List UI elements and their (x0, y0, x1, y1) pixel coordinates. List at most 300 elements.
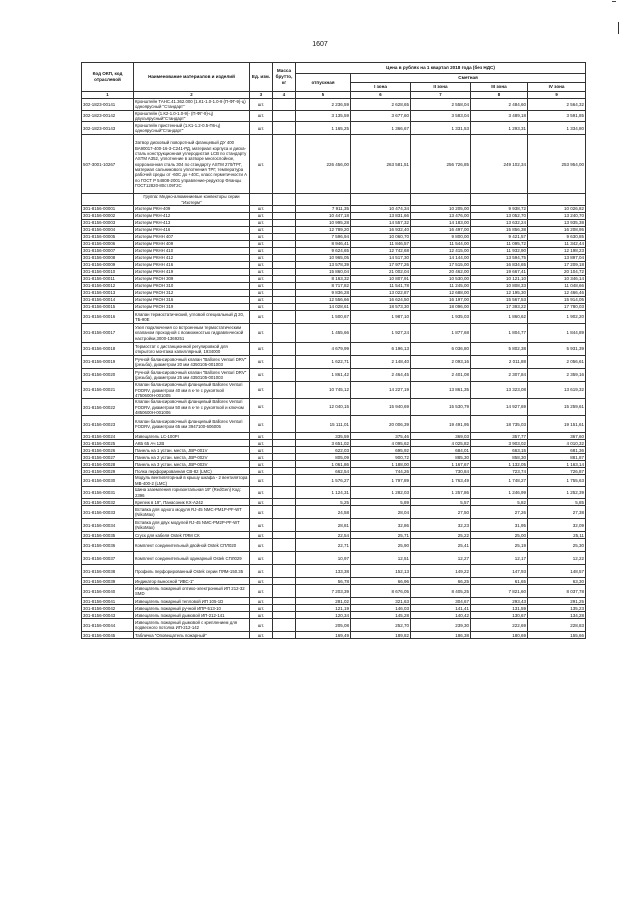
name-cell: АКБ 65 Ач 12В (134, 440, 250, 447)
zone-1-price-cell: 321,63 (351, 598, 411, 605)
code-cell: 301-8156-00032 (82, 499, 134, 506)
unit-cell: шт. (250, 213, 273, 220)
zone-1-price-cell: 12 742,68 (351, 248, 411, 255)
zone-1-price-cell: 14 517,30 (351, 255, 411, 262)
mass-cell (273, 532, 296, 539)
table-row (82, 324, 586, 343)
unit-cell: шт. (250, 565, 273, 578)
column-number: 3 (250, 92, 273, 99)
name-cell: Изотерм РКНН 407 (134, 234, 250, 241)
zone-4-price-cell: 13 935,38 (528, 220, 586, 227)
zone-1-price-cell: 15 940,69 (351, 399, 411, 416)
name-cell: Клапан балансировочный фланцевый Ballorex Venturi FODRV, диаметром 40 мм в к-те с рукояткой 4750600Н-001005 (134, 382, 250, 399)
zone-1-price-cell: 21 002,04 (351, 269, 411, 276)
zone-4-price-cell: 228,83 (528, 619, 586, 632)
code-cell: 301-8156-00039 (82, 578, 134, 585)
unit-cell: шт. (250, 499, 273, 506)
table-row (82, 578, 586, 585)
zone-3-price-cell: 180,69 (471, 632, 528, 639)
unit-cell: шт. (250, 290, 273, 297)
zone-3-price-cell: 130,67 (471, 612, 528, 619)
release-price-cell: 24,58 (296, 506, 351, 519)
mass-cell (273, 552, 296, 565)
zone-1-price-cell: 5,89 (351, 499, 411, 506)
zone-2-price-cell: 15 530,79 (411, 399, 471, 416)
zone-4-price-cell: 20 104,72 (528, 269, 586, 276)
mass-cell (273, 135, 296, 194)
zone-1-price-cell: 16 624,50 (351, 297, 411, 304)
zone-2-price-cell: 13 861,35 (411, 382, 471, 399)
zone-1-price-cell: 145,28 (351, 612, 411, 619)
name-cell: Кронштейн ТАНС.41.362.000 (1.К1-1.0-1.0-9 (П-ФГ-9)-ц) одноярусный "Стандарт" (134, 99, 250, 111)
zone-3-price-cell: 13 632,24 (471, 220, 528, 227)
zone-3-price-cell: 1 748,27 (471, 475, 528, 487)
table-row (82, 416, 586, 433)
release-price-cell: 28,81 (296, 519, 351, 532)
zone-4-price-cell: 12 466,46 (528, 290, 586, 297)
release-price-cell: 10 745,12 (296, 382, 351, 399)
table-row (82, 461, 586, 468)
zone-1-price-cell: 1 366,67 (351, 122, 411, 135)
table-row (82, 304, 586, 311)
table-row (82, 612, 586, 619)
name-cell: Извещатель пожарный оптико-электронный ИП 212-32 SMD (134, 585, 250, 598)
zone-1-price-cell: 10 474,34 (351, 206, 411, 213)
release-price-cell: 56,78 (296, 578, 351, 585)
zone-3-price-cell: 18 735,03 (471, 416, 528, 433)
release-price-cell: 8 946,41 (296, 241, 351, 248)
table-body (82, 99, 586, 639)
zone-2-price-cell: 20 462,00 (411, 269, 471, 276)
zone-3-price-cell: 3 489,18 (471, 110, 528, 122)
zone-4-price-cell: 134,28 (528, 612, 586, 619)
table-row (82, 552, 586, 565)
table-row (82, 605, 586, 612)
zone-1-price-cell: 13 022,87 (351, 290, 411, 297)
zone-3-price-cell: 1 246,99 (471, 487, 528, 499)
table-row (82, 598, 586, 605)
mass-cell (273, 311, 296, 324)
release-price-cell: 205,08 (296, 619, 351, 632)
name-cell: Изотерм РКОН 312 (134, 290, 250, 297)
column-number: 7 (411, 92, 471, 99)
zone-1-price-cell: 28,04 (351, 506, 411, 519)
zone-3-price-cell: 663,15 (471, 447, 528, 454)
name-cell: Табличка "Оповещатель пожарный" (134, 632, 250, 639)
table-row (82, 433, 586, 440)
zone-4-price-cell: 2 056,61 (528, 356, 586, 369)
header-unit: Ед. изм. (250, 63, 273, 92)
zone-2-price-cell: 66,25 (411, 578, 471, 585)
zone-4-price-cell: 1 844,89 (528, 324, 586, 343)
unit-cell: шт. (250, 369, 273, 382)
zone-3-price-cell: 10 121,10 (471, 276, 528, 283)
unit-cell: шт. (250, 598, 273, 605)
code-cell: 301-8156-00005 (82, 234, 134, 241)
code-cell: 301-8156-00003 (82, 220, 134, 227)
mass-cell (273, 283, 296, 290)
zone-4-price-cell: 17 209,18 (528, 262, 586, 269)
zone-1-price-cell: 744,26 (351, 468, 411, 475)
header-zone-2: II зона (411, 83, 471, 92)
mass-cell (273, 416, 296, 433)
table-row (82, 206, 586, 213)
zone-1-price-cell: 2 148,40 (351, 356, 411, 369)
name-cell: Клапан термостатический, угловой специальный Д 20, ТБ-90Е (134, 311, 250, 324)
zone-1-price-cell: 6 196,13 (351, 343, 411, 356)
mass-cell (273, 234, 296, 241)
code-cell: 301-8156-00016 (82, 311, 134, 324)
zone-2-price-cell: 885,30 (411, 454, 471, 461)
price-table (81, 62, 586, 639)
code-cell: 301-8156-00042 (82, 605, 134, 612)
table-row (82, 269, 586, 276)
zone-2-price-cell: 239,30 (411, 619, 471, 632)
table-row (82, 99, 586, 111)
table-row (82, 532, 586, 539)
table-row (82, 440, 586, 447)
name-cell: Кронштейн пристенный (1.К1-1.2-0.5-П6-ц) одноярусный"Стандарт" (134, 122, 250, 135)
release-price-cell: 1 124,31 (296, 487, 351, 499)
mass-cell (273, 468, 296, 475)
code-cell: 301-8156-00011 (82, 276, 134, 283)
zone-4-price-cell: 15 259,61 (528, 399, 586, 416)
name-cell: Узел подключения со встроенным термостатическим клапаном проходной с возможностью гидравлической настройки,3000-1369251 (134, 324, 250, 343)
header-mass: Масса брутто, кг (273, 63, 296, 92)
zone-2-price-cell: 684,01 (411, 447, 471, 454)
mass-cell (273, 519, 296, 532)
release-price-cell: 13 578,39 (296, 262, 351, 269)
mass-cell (273, 227, 296, 234)
mass-cell (273, 356, 296, 369)
release-price-cell: 12 789,20 (296, 227, 351, 234)
release-price-cell: 281,02 (296, 598, 351, 605)
release-price-cell: 1 622,71 (296, 356, 351, 369)
table-row (82, 468, 586, 475)
release-price-cell: 7 911,35 (296, 206, 351, 213)
unit-cell: шт. (250, 447, 273, 454)
code-cell: 301-8156-00014 (82, 297, 134, 304)
release-price-cell: 5,25 (296, 499, 351, 506)
name-cell: Изотерм РКН-409 (134, 206, 250, 213)
code-cell: 301-8156-00029 (82, 468, 134, 475)
table-row (82, 382, 586, 399)
zone-3-price-cell: 16 834,65 (471, 262, 528, 269)
name-cell: Извещатель пожарный тепловой ИП 105-1D (134, 598, 250, 605)
table-row (82, 283, 586, 290)
unit-cell: шт. (250, 227, 273, 234)
mass-cell (273, 399, 296, 416)
zone-2-price-cell: 13 476,00 (411, 213, 471, 220)
table-row (82, 499, 586, 506)
zone-3-price-cell: 1 860,62 (471, 311, 528, 324)
mass-cell (273, 578, 296, 585)
table-row (82, 585, 586, 598)
release-price-cell: 9 624,65 (296, 248, 351, 255)
code-cell: 301-8156-00018 (82, 343, 134, 356)
zone-3-price-cell: 15 856,38 (471, 227, 528, 234)
code-cell: 301-8156-00044 (82, 619, 134, 632)
unit-cell: шт. (250, 255, 273, 262)
unit-cell: шт. (250, 416, 273, 433)
zone-4-price-cell: 4 010,32 (528, 440, 586, 447)
release-price-cell: 10 447,18 (296, 213, 351, 220)
mass-cell (273, 122, 296, 135)
mass-cell (273, 110, 296, 122)
release-price-cell: 22,71 (296, 539, 351, 552)
code-cell: 302-1823-00141 (82, 99, 134, 111)
zone-2-price-cell: 2 401,08 (411, 369, 471, 382)
table-header (82, 63, 586, 99)
zone-2-price-cell: 14 183,00 (411, 220, 471, 227)
zone-4-price-cell: 3 591,85 (528, 110, 586, 122)
name-cell: Ручной балансировочный клапан "Ballorex Venturi DRV" (резьба), диаметром 25 мм 4350105-001003 (134, 369, 250, 382)
zone-1-price-cell: 146,03 (351, 605, 411, 612)
code-cell: 301-8156-00010 (82, 269, 134, 276)
name-cell: Панель на 1 устан. места, JBP-001V (134, 447, 250, 454)
name-cell: Кронштейн (1.К2-1.0-1.0-9(- (П-ФГ-9)-ц) двухъярусный"Стандарт" (134, 110, 250, 122)
name-cell: Термостат с дистанционной регулировкой для открытого монтажа капиллярный, 1934000 (134, 343, 250, 356)
zone-1-price-cell: 13 831,66 (351, 213, 411, 220)
mass-cell (273, 324, 296, 343)
zone-4-price-cell: 2 564,32 (528, 99, 586, 111)
zone-1-price-cell: 10 807,91 (351, 276, 411, 283)
zone-2-price-cell: 6 036,80 (411, 343, 471, 356)
release-price-cell: 1 500,67 (296, 311, 351, 324)
mass-cell (273, 539, 296, 552)
group-row (82, 194, 586, 206)
zone-1-price-cell: 1 188,00 (351, 461, 411, 468)
code-cell: 301-8156-00026 (82, 447, 134, 454)
code-cell: 301-8156-00012 (82, 283, 134, 290)
zone-2-price-cell: 2 093,16 (411, 356, 471, 369)
zone-1-price-cell: 25,71 (351, 532, 411, 539)
mass-cell (273, 255, 296, 262)
table-row (82, 356, 586, 369)
scan-mark (612, 1, 616, 2)
name-cell: Изотерм РКОН 310 (134, 283, 250, 290)
table-row (82, 619, 586, 632)
mass-cell (273, 220, 296, 227)
code-cell: 301-8156-00038 (82, 565, 134, 578)
zone-4-price-cell: 1 334,80 (528, 122, 586, 135)
zone-1-price-cell: 3 677,60 (351, 110, 411, 122)
table-row (82, 248, 586, 255)
name-cell: Ручной балансировочный клапан "Ballorex Venturi DRV" (резьба), диаметром 20 мм 4350105-001003 (134, 356, 250, 369)
name-cell: Крепеж в 19", Панасоник KX-A242 (134, 499, 250, 506)
release-price-cell: 22,54 (296, 532, 351, 539)
zone-2-price-cell: 2 558,04 (411, 99, 471, 111)
name-cell: Извещатель пожарный дымовой с креплением для подвесного потолка ИП-212-142 (134, 619, 250, 632)
zone-4-price-cell: 5 931,39 (528, 343, 586, 356)
release-price-cell: 1 165,25 (296, 122, 351, 135)
name-cell: Комплект соединительный одинарный Ostek СПЛ029 (134, 552, 250, 565)
zone-2-price-cell: 25,22 (411, 532, 471, 539)
code-cell: 301-8156-00035 (82, 532, 134, 539)
name-cell: Панель на 3 устан. места, JBP-003V (134, 461, 250, 468)
column-numbers-row (82, 92, 586, 99)
unit-cell: шт. (250, 122, 273, 135)
unit-cell: шт. (250, 454, 273, 461)
mass-cell (273, 487, 296, 499)
zone-4-price-cell: 367,60 (528, 433, 586, 440)
zone-1-price-cell: 2 464,45 (351, 369, 411, 382)
header-estimate: Сметная (351, 74, 586, 83)
zone-1-price-cell: 8 676,05 (351, 585, 411, 598)
table-row (82, 519, 586, 532)
name-cell: Сгуск для кабеля Ostek ПЯМ СК (134, 532, 250, 539)
release-price-cell: 10 965,05 (296, 255, 351, 262)
name-cell: Изотерм РКОН 319 (134, 304, 250, 311)
table-row (82, 447, 586, 454)
code-cell: 301-8156-00030 (82, 475, 134, 487)
mass-cell (273, 499, 296, 506)
zone-3-price-cell: 27,26 (471, 506, 528, 519)
zone-3-price-cell: 7 821,60 (471, 585, 528, 598)
code-cell: 301-8156-00024 (82, 433, 134, 440)
zone-4-price-cell: 148,57 (528, 565, 586, 578)
header-name: Наименование материалов и изделий (134, 63, 250, 92)
release-price-cell: 12 556,66 (296, 297, 351, 304)
unit-cell: шт. (250, 343, 273, 356)
name-cell: Изотерм РКНН 410 (134, 248, 250, 255)
unit-cell: шт. (250, 356, 273, 369)
zone-2-price-cell: 11 544,00 (411, 241, 471, 248)
code-cell: 507-3001-10267 (82, 135, 134, 194)
zone-1-price-cell: 17 977,26 (351, 262, 411, 269)
release-price-cell: 121,19 (296, 605, 351, 612)
zone-2-price-cell: 12,27 (411, 552, 471, 565)
zone-3-price-cell: 31,95 (471, 519, 528, 532)
zone-4-price-cell: 726,87 (528, 468, 586, 475)
zone-4-price-cell: 1 163,14 (528, 461, 586, 468)
table-row (82, 297, 586, 304)
column-number: 1 (82, 92, 134, 99)
zone-1-price-cell: 1 797,89 (351, 475, 411, 487)
zone-1-price-cell: 32,86 (351, 519, 411, 532)
code-cell: 301-8156-00001 (82, 206, 134, 213)
group-title: Группа: Медно-алюминиевые конвекторы серии "Изотерм" (134, 194, 250, 206)
code-cell: 301-8156-00043 (82, 612, 134, 619)
mass-cell (273, 440, 296, 447)
zone-3-price-cell: 61,65 (471, 578, 528, 585)
mass-cell (273, 343, 296, 356)
code-cell: 301-8156-00007 (82, 248, 134, 255)
unit-cell: шт. (250, 399, 273, 416)
release-price-cell: 8 717,82 (296, 283, 351, 290)
column-number: 6 (351, 92, 411, 99)
zone-1-price-cell: 152,13 (351, 565, 411, 578)
release-price-cell: 1 061,86 (296, 461, 351, 468)
name-cell: Извещатель LC-100PI (134, 433, 250, 440)
name-cell: Вставка для двух модулей RJ-45 NMC-PM2P-PF-WT (NikoMax) (134, 519, 250, 532)
mass-cell (273, 269, 296, 276)
release-price-cell: 169,49 (296, 632, 351, 639)
zone-3-price-cell: 25,00 (471, 532, 528, 539)
zone-2-price-cell: 9 800,00 (411, 234, 471, 241)
zone-1-price-cell: 375,46 (351, 433, 411, 440)
unit-cell: шт. (250, 632, 273, 639)
zone-2-price-cell: 27,50 (411, 506, 471, 519)
name-cell: Индикатор выносной "ИВС-1" (134, 578, 250, 585)
release-price-cell: 3 135,59 (296, 110, 351, 122)
unit-cell: шт. (250, 269, 273, 276)
unit-cell: шт. (250, 234, 273, 241)
zone-4-price-cell: 11 048,66 (528, 283, 586, 290)
zone-1-price-cell: 2 628,65 (351, 99, 411, 111)
code-cell: 301-8156-00027 (82, 454, 134, 461)
release-price-cell: 14 028,61 (296, 304, 351, 311)
release-price-cell: 10,97 (296, 552, 351, 565)
zone-2-price-cell: 16 497,00 (411, 227, 471, 234)
zone-3-price-cell: 9 938,72 (471, 206, 528, 213)
unit-cell: шт. (250, 532, 273, 539)
column-number: 9 (528, 92, 586, 99)
name-cell: Полка перфорированная СВ-82 (LMC) (134, 468, 250, 475)
mass-cell (273, 506, 296, 519)
unit-cell: шт. (250, 440, 273, 447)
zone-4-price-cell: 2 359,16 (528, 369, 586, 382)
mass-cell (273, 433, 296, 440)
zone-1-price-cell: 11 541,78 (351, 283, 411, 290)
release-price-cell: 133,38 (296, 565, 351, 578)
mass-cell (273, 369, 296, 382)
table-row (82, 343, 586, 356)
name-cell: Модуль вентиляторный в крышу шкафа - 2 вентилятора МВ-400-2 (LMC) (134, 475, 250, 487)
zone-3-price-cell: 3 903,02 (471, 440, 528, 447)
table-row (82, 234, 586, 241)
release-price-cell: 1 455,66 (296, 324, 351, 343)
zone-2-price-cell: 10 205,00 (411, 206, 471, 213)
zone-4-price-cell: 12 198,23 (528, 248, 586, 255)
zone-4-price-cell: 10 026,82 (528, 206, 586, 213)
release-price-cell: 335,59 (296, 433, 351, 440)
zone-1-price-cell: 18 573,30 (351, 304, 411, 311)
zone-1-price-cell: 900,72 (351, 454, 411, 461)
code-cell: 301-8156-00034 (82, 519, 134, 532)
unit-cell: шт. (250, 612, 273, 619)
column-number: 2 (134, 92, 250, 99)
code-cell: 301-8156-00036 (82, 539, 134, 552)
zone-3-price-cell: 13 052,70 (471, 213, 528, 220)
mass-cell (273, 290, 296, 297)
table-row (82, 487, 586, 499)
zone-2-price-cell: 25,41 (411, 539, 471, 552)
zone-1-price-cell: 14 557,32 (351, 220, 411, 227)
release-price-cell: 3 651,02 (296, 440, 351, 447)
mass-cell (273, 454, 296, 461)
name-cell: Шина заземления горизонтальная 19" (RedGen) Код: 2396 (134, 487, 250, 499)
zone-2-price-cell: 17 515,00 (411, 262, 471, 269)
mass-cell (273, 276, 296, 283)
zone-2-price-cell: 5,57 (411, 499, 471, 506)
code-cell: 301-8156-00017 (82, 324, 134, 343)
zone-2-price-cell: 10 530,00 (411, 276, 471, 283)
name-cell: Извещатель пожарный дымовой ИП-212-141 (134, 612, 250, 619)
code-cell: 301-8156-00033 (82, 506, 134, 519)
zone-4-price-cell: 19 151,61 (528, 416, 586, 433)
zone-4-price-cell: 1 902,20 (528, 311, 586, 324)
unit-cell: шт. (250, 262, 273, 269)
code-cell: 301-8156-00023 (82, 416, 134, 433)
zone-3-price-cell: 1 804,77 (471, 324, 528, 343)
table-row (82, 539, 586, 552)
zone-4-price-cell: 25,11 (528, 532, 586, 539)
release-price-cell: 2 236,59 (296, 99, 351, 111)
unit-cell: шт. (250, 506, 273, 519)
zone-2-price-cell: 1 257,86 (411, 487, 471, 499)
zone-1-price-cell: 1 282,03 (351, 487, 411, 499)
